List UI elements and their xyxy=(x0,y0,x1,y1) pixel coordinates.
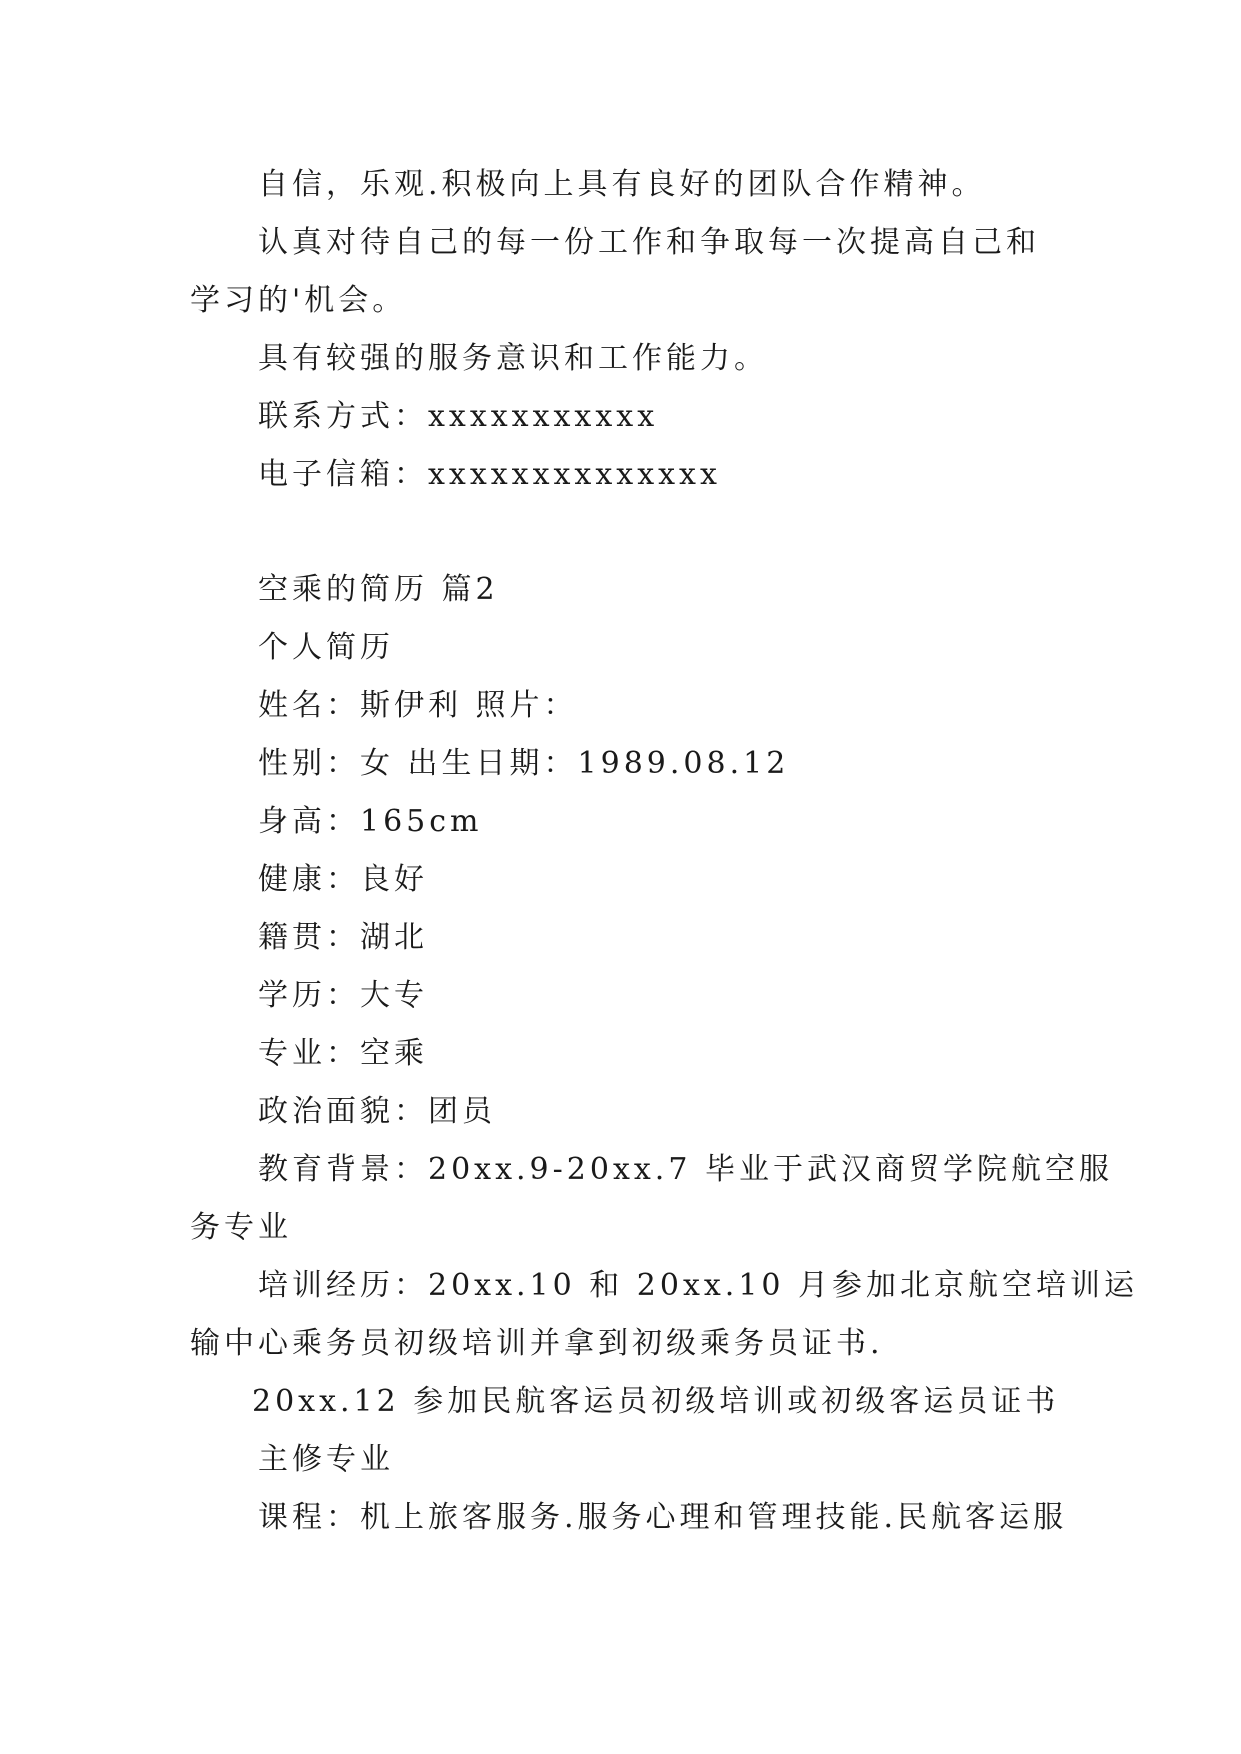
paragraph-line: 自信，乐观.积极向上具有良好的团队合作精神。 xyxy=(258,167,986,202)
paragraph-line: 认真对待自己的每一份工作和争取每一次提高自己和 xyxy=(258,225,1040,260)
paragraph-line: 学习的'机会。 xyxy=(190,283,407,318)
political-status-line: 政治面貌：团员 xyxy=(258,1094,496,1129)
courses-line: 课程：机上旅客服务.服务心理和管理技能.民航客运服 xyxy=(258,1500,1068,1535)
training-entry-line: 20xx.12 参加民航客运员初级培训或初级客运员证书 xyxy=(252,1384,1060,1419)
gender-birthdate-line: 性别：女 出生日期：1989.08.12 xyxy=(258,746,790,781)
training-history-continuation: 输中心乘务员初级培训并拿到初级乘务员证书. xyxy=(190,1326,884,1361)
major-courses-heading: 主修专业 xyxy=(258,1442,394,1477)
resume-heading: 个人简历 xyxy=(258,630,394,665)
paragraph-line: 具有较强的服务意识和工作能力。 xyxy=(258,341,768,376)
email-line: 电子信箱：xxxxxxxxxxxxxx xyxy=(258,457,721,492)
education-level-line: 学历：大专 xyxy=(258,978,428,1013)
health-line: 健康：良好 xyxy=(258,862,428,897)
education-background-line: 教育背景：20xx.9-20xx.7 毕业于武汉商贸学院航空服 xyxy=(258,1152,1113,1187)
major-line: 专业：空乘 xyxy=(258,1036,428,1071)
height-line: 身高：165cm xyxy=(258,804,483,839)
name-line: 姓名：斯伊利 照片： xyxy=(258,688,578,723)
hometown-line: 籍贯：湖北 xyxy=(258,920,428,955)
education-background-continuation: 务专业 xyxy=(190,1210,292,1245)
contact-line: 联系方式：xxxxxxxxxxx xyxy=(258,399,659,434)
training-history-line: 培训经历：20xx.10 和 20xx.10 月参加北京航空培训运 xyxy=(258,1268,1139,1303)
section-title: 空乘的简历 篇2 xyxy=(258,572,499,607)
